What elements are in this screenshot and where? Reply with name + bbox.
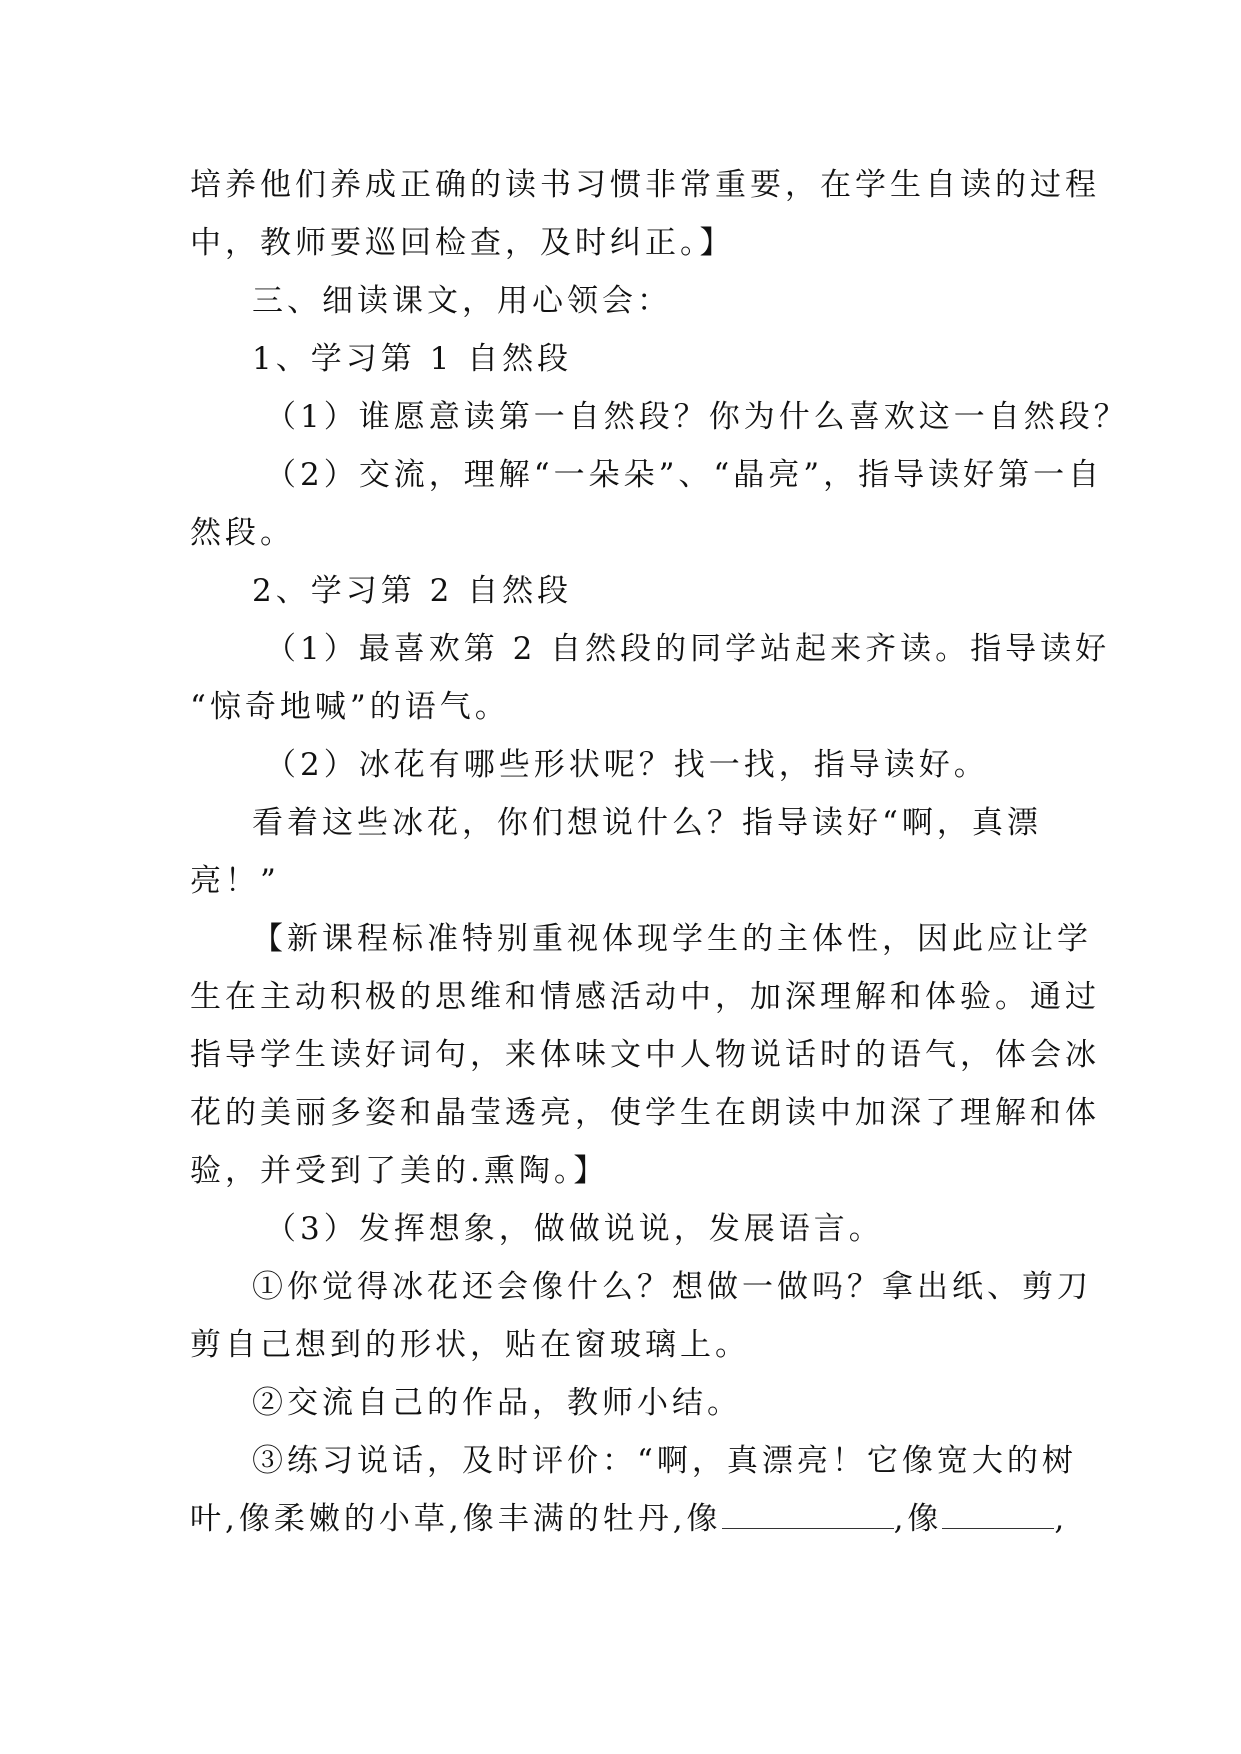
fill-in-text: , [1054,1501,1069,1537]
question-line: （1）最喜欢第 2 自然段的同学站起来齐读。指导读好 [265,631,1111,667]
fill-in-line [190,1490,1069,1548]
section-heading: 三、细读课文，用心领会： [252,283,672,319]
subsection-heading: 2、学习第 2 自然段 [252,573,573,609]
activity-line: ③练习说话，及时评价：“啊，真漂亮！它像宽大的树 [252,1443,1077,1479]
paragraph-line: 然段。 [190,515,295,551]
question-line: （1）谁愿意读第一自然段？你为什么喜欢这一自然段？ [265,399,1129,435]
document-body [190,156,1129,1548]
commentary-line: 指导学生读好词句，来体味文中人物说话时的语气，体会冰 [190,1037,1100,1073]
fill-in-text: 叶,像柔嫩的小草,像丰满的牡丹,像 [190,1501,722,1537]
activity-line: ①你觉得冰花还会像什么？想做一做吗？拿出纸、剪刀 [252,1269,1092,1305]
activity-line: 剪自己想到的形状，贴在窗玻璃上。 [190,1327,750,1363]
paragraph-line: 亮！” [190,863,280,899]
paragraph-line: 看着这些冰花，你们想说什么？指导读好“啊，真漂 [252,805,1042,841]
question-line: （3）发挥想象，做做说说，发展语言。 [265,1211,884,1247]
paragraph-line: 培养他们养成正确的读书习惯非常重要，在学生自读的过程 [190,167,1100,203]
commentary-line: 花的美丽多姿和晶莹透亮，使学生在朗读中加深了理解和体 [190,1095,1100,1131]
paragraph-line: 中，教师要巡回检查，及时纠正。】 [190,225,735,261]
question-line: （2）冰花有哪些形状呢？找一找，指导读好。 [265,747,989,783]
commentary-line: 生在主动积极的思维和情感活动中，加深理解和体验。通过 [190,979,1100,1015]
subsection-heading: 1、学习第 1 自然段 [252,341,573,377]
activity-line: ②交流自己的作品，教师小结。 [252,1385,742,1421]
commentary-line: 【新课程标准特别重视体现学生的主体性，因此应让学 [252,921,1092,957]
fill-in-blank [942,1495,1054,1529]
paragraph-line: “惊奇地喊”的语气。 [190,689,510,725]
fill-in-text: ,像 [893,1501,943,1537]
commentary-line: 验，并受到了美的.熏陶。】 [190,1153,609,1189]
question-line: （2）交流，理解“一朵朵”、“晶亮”，指导读好第一自 [265,457,1104,493]
fill-in-blank [722,1495,894,1529]
